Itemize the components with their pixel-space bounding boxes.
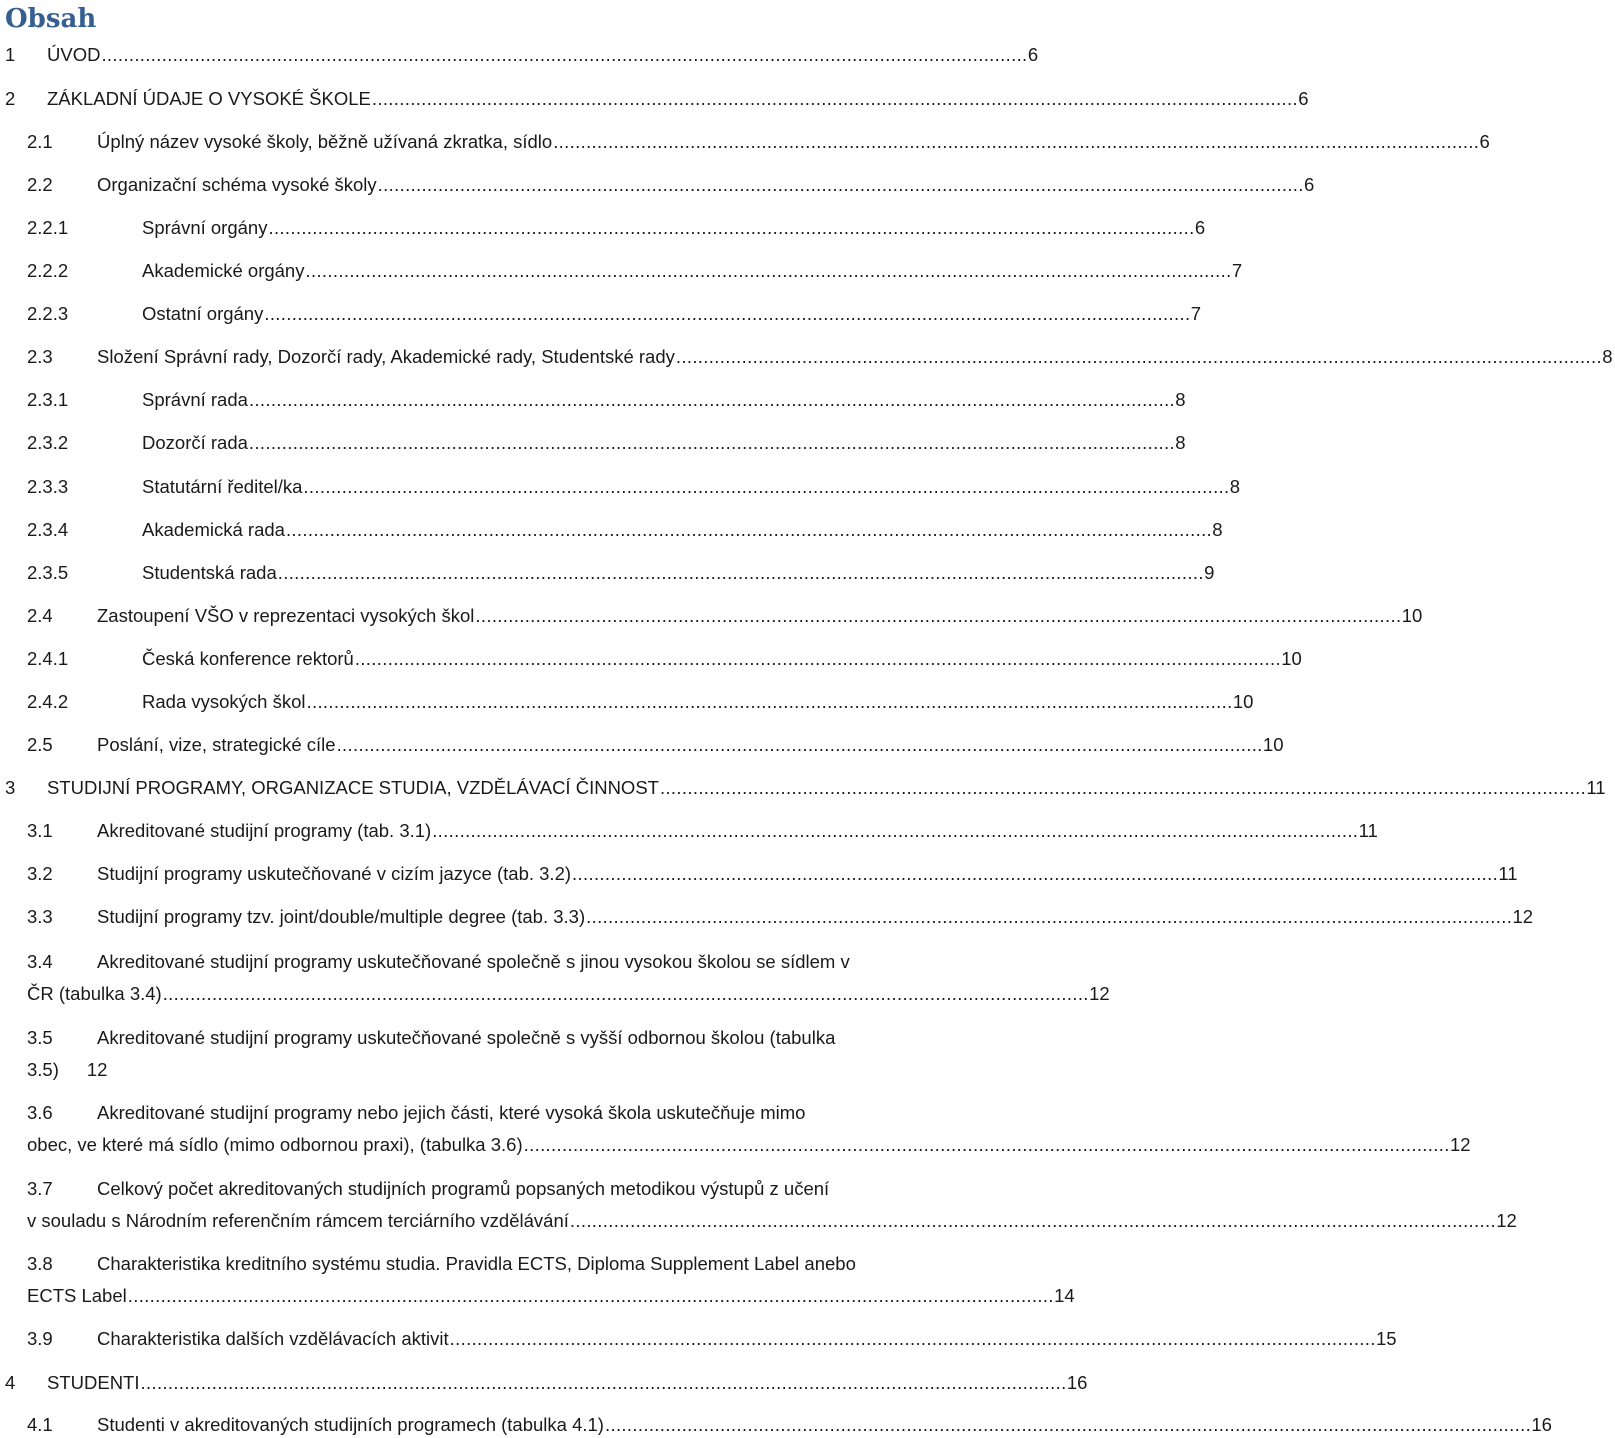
dot-leader [128, 1280, 1051, 1312]
toc-entry-title-line1: Akreditované studijní programy nebo jejich části, které vysoká škola uskutečňuje mimo [97, 1102, 806, 1123]
toc-entry-number: 2.3 [27, 346, 53, 367]
toc-entry-number: 3.9 [27, 1328, 53, 1349]
toc-entry-title: ZÁKLADNÍ ÚDAJE O VYSOKÉ ŠKOLE [47, 88, 371, 109]
toc-entry-page: 12 [86, 1059, 108, 1080]
toc-entry-title: Rada vysokých škol [142, 691, 306, 712]
toc-entry-title: Studijní programy uskutečňované v cizím jazyce (tab. 3.2) [97, 863, 572, 884]
dot-leader [306, 689, 1229, 715]
toc-entry-page: 9 [1204, 562, 1215, 583]
toc-entry[interactable] [27, 1412, 1552, 1438]
toc-entry-page: 6 [1027, 44, 1039, 65]
toc-entry[interactable] [5, 1370, 1088, 1396]
toc-entry-page: 12 [1496, 1210, 1517, 1231]
toc-entry-page: 6 [1194, 217, 1206, 238]
dot-leader [660, 775, 1583, 801]
toc-entry[interactable] [5, 42, 1039, 68]
toc-entry[interactable] [27, 946, 1110, 1010]
toc-entry[interactable] [27, 1326, 1397, 1352]
toc-entry-number: 2.3.1 [27, 389, 69, 410]
toc-entry[interactable] [27, 301, 1201, 327]
toc-entry-number: 2.2.1 [27, 217, 69, 238]
toc-entry-page: 16 [1531, 1414, 1552, 1435]
dot-leader [475, 603, 1398, 629]
toc-entry-number: 4 [5, 1372, 16, 1393]
toc-entry-page: 12 [1449, 1134, 1471, 1155]
toc-entry-title: Studenti v akreditovaných studijních programech (tabulka 4.1) [97, 1414, 604, 1435]
toc-entry-page: 6 [1479, 131, 1490, 152]
toc-entry[interactable] [27, 474, 1241, 500]
toc-entry-number: 2.2.3 [27, 303, 69, 324]
toc-entry-title: Ostatní orgány [142, 303, 264, 324]
toc-entry-number: 4.1 [27, 1414, 53, 1435]
toc-entry-page: 6 [1304, 174, 1315, 195]
dot-leader [305, 258, 1228, 284]
toc-entry[interactable] [27, 1022, 960, 1086]
toc-entry[interactable] [27, 689, 1254, 715]
toc-entry-page: 10 [1281, 648, 1302, 669]
toc-entry-number: 3.8 [27, 1253, 53, 1274]
toc-entry-title-line2: obec, ve které má sídlo (mimo odbornou praxi), (tabulka 3.6) [27, 1134, 523, 1155]
toc-entry-title-line2: 3.5) [27, 1059, 59, 1080]
toc-entry-title: Akreditované studijní programy (tab. 3.1) [97, 820, 432, 841]
toc-entry-number: 3.6 [27, 1102, 53, 1123]
toc-entry[interactable] [27, 861, 1518, 887]
dot-leader [286, 517, 1209, 543]
toc-entry[interactable] [27, 430, 1186, 456]
dot-leader [372, 86, 1295, 112]
toc-entry-title: STUDENTI [47, 1372, 140, 1393]
toc-entry-title-line2: v souladu s Národním referenčním rámcem terciárního vzdělávání [27, 1210, 569, 1231]
toc-entry-title: STUDIJNÍ PROGRAMY, ORGANIZACE STUDIA, VZDĚLÁVACÍ ČINNOST [47, 777, 659, 798]
dot-leader [524, 1129, 1447, 1161]
toc-entry-title: Správní orgány [142, 217, 268, 238]
toc-entry-page: 11 [1358, 820, 1378, 841]
toc-entry[interactable] [27, 344, 1613, 370]
toc-entry-title: Studentská rada [142, 562, 277, 583]
toc-entry-number: 3.2 [27, 863, 53, 884]
dot-leader [278, 560, 1201, 586]
toc-entry-number: 2 [5, 88, 16, 109]
dot-leader [378, 172, 1301, 198]
toc-entry[interactable] [27, 172, 1315, 198]
toc-entry-page: 8 [1229, 476, 1241, 497]
toc-entry-number: 2.3.2 [27, 432, 69, 453]
toc-entry-number: 3.4 [27, 951, 53, 972]
dot-leader [264, 301, 1187, 327]
dot-leader [303, 474, 1226, 500]
toc-entry-title: Charakteristika dalších vzdělávacích aktivit [97, 1328, 449, 1349]
toc-entry[interactable] [27, 1248, 1075, 1312]
toc-entry-page: 10 [1401, 605, 1423, 626]
toc-entry-title-line1: Charakteristika kreditního systému studia. Pravidla ECTS, Diploma Supplement Label anebo [97, 1253, 856, 1274]
toc-entry[interactable] [27, 732, 1284, 758]
toc-entry-number: 2.2.2 [27, 260, 69, 281]
toc-entry[interactable] [27, 1173, 1517, 1237]
toc-entry-number: 2.4 [27, 605, 53, 626]
toc-entry-page: 15 [1376, 1328, 1397, 1349]
dot-leader [450, 1326, 1373, 1352]
dot-leader [572, 861, 1495, 887]
toc-entry-number: 2.4.1 [27, 648, 69, 669]
toc-entry-number: 3 [5, 777, 16, 798]
toc-entry-page: 10 [1262, 734, 1284, 755]
toc-entry-title: Statutární ředitel/ka [142, 476, 303, 497]
toc-entry[interactable] [27, 258, 1243, 284]
toc-entry-title: Úplný název vysoké školy, běžně užívaná zkratka, sídlo [97, 131, 553, 152]
toc-entry-page: 7 [1231, 260, 1243, 281]
toc-entry-title: Akademická rada [142, 519, 285, 540]
toc-entry-title: Poslání, vize, strategické cíle [97, 734, 336, 755]
toc-entry-number: 2.3.3 [27, 476, 69, 497]
toc-entry-number: 1 [5, 44, 16, 65]
toc-entry-title: Česká konference rektorů [142, 648, 354, 669]
toc-entry-number: 2.4.2 [27, 691, 69, 712]
toc-entry-title: Studijní programy tzv. joint/double/multiple degree (tab. 3.3) [97, 906, 586, 927]
toc-entry-page: 7 [1190, 303, 1201, 324]
toc-entry[interactable] [27, 517, 1223, 543]
toc-entry[interactable] [27, 560, 1215, 586]
toc-entry-page: 6 [1298, 88, 1309, 109]
toc-entry-title: Složení Správní rady, Dozorčí rady, Akademické rady, Studentské rady [97, 346, 675, 367]
dot-leader [586, 904, 1509, 930]
toc-entry[interactable] [27, 1097, 1471, 1161]
toc-entry[interactable] [5, 775, 1606, 801]
dot-leader [432, 818, 1355, 844]
toc-entry-number: 3.3 [27, 906, 53, 927]
toc-entry[interactable] [27, 387, 1186, 413]
toc-entry-title-line1: Akreditované studijní programy uskutečňované společně s jinou vysokou školou se sídlem v [97, 951, 850, 972]
toc-entry-title-line1: Akreditované studijní programy uskutečňované společně s vyšší odbornou školou (tabulka [97, 1027, 836, 1048]
toc-entry-page: 8 [1212, 519, 1223, 540]
toc-entry-number: 2.5 [27, 734, 53, 755]
toc-entry-title-line2: ECTS Label [27, 1285, 127, 1306]
toc-entry-number: 3.1 [27, 820, 53, 841]
dot-leader [355, 646, 1278, 672]
toc-entry-title-line1: Celkový počet akreditovaných studijních programů popsaných metodikou výstupů z učení [97, 1178, 830, 1199]
toc-entry[interactable] [5, 86, 1309, 112]
dot-leader [101, 42, 1024, 68]
toc-entry-number: 2.3.5 [27, 562, 69, 583]
toc-entry[interactable] [27, 129, 1490, 155]
dot-leader [676, 344, 1599, 370]
toc-entry-page: 10 [1232, 691, 1254, 712]
dot-leader [337, 732, 1260, 758]
dot-leader [249, 430, 1172, 456]
toc-heading: Obsah [5, 4, 97, 34]
toc-entry-page: 8 [1602, 346, 1613, 367]
toc-entry-page: 14 [1054, 1285, 1075, 1306]
toc-entry-number: 2.2 [27, 174, 53, 195]
toc-entry[interactable] [27, 603, 1423, 629]
toc-entry-page: 8 [1175, 389, 1186, 410]
dot-leader [141, 1370, 1064, 1396]
toc-entry[interactable] [27, 646, 1302, 672]
toc-entry-number: 3.5 [27, 1027, 53, 1048]
dot-leader [570, 1205, 1493, 1237]
toc-entry[interactable] [27, 818, 1378, 844]
toc-entry-page: 12 [1089, 983, 1110, 1004]
dot-leader [605, 1412, 1528, 1438]
dot-leader [249, 387, 1172, 413]
toc-entry-title: Správní rada [142, 389, 248, 410]
toc-entry-page: 12 [1512, 906, 1534, 927]
toc-entry-page: 11 [1586, 777, 1606, 798]
dot-leader [268, 215, 1191, 241]
toc-entry-page: 8 [1175, 432, 1186, 453]
toc-entry-number: 3.7 [27, 1178, 53, 1199]
toc-entry-title: Akademické orgány [142, 260, 305, 281]
toc-entry[interactable] [27, 904, 1534, 930]
toc-entry-number: 2.3.4 [27, 519, 69, 540]
toc-entry-title: Dozorčí rada [142, 432, 248, 453]
toc-entry-number: 2.1 [27, 131, 53, 152]
toc-entry-title: ÚVOD [47, 44, 101, 65]
toc-entry[interactable] [27, 215, 1206, 241]
toc-entry-title-line2: ČR (tabulka 3.4) [27, 983, 162, 1004]
dot-leader [553, 129, 1476, 155]
toc-entry-title: Organizační schéma vysoké školy [97, 174, 377, 195]
dot-leader [163, 978, 1086, 1010]
toc-entry-page: 11 [1498, 863, 1518, 884]
toc-entry-title: Zastoupení VŠO v reprezentaci vysokých škol [97, 605, 475, 626]
toc-entry-page: 16 [1066, 1372, 1088, 1393]
